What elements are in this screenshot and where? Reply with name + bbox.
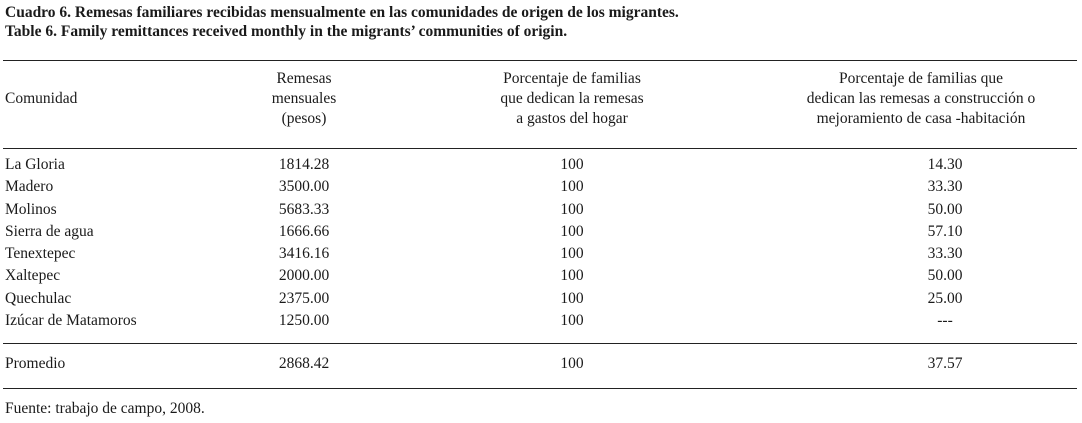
header-community: Comunidad bbox=[5, 90, 78, 107]
average-rule bbox=[3, 343, 1077, 344]
cell-household: 100 bbox=[560, 289, 584, 307]
cell-household: 100 bbox=[560, 222, 584, 240]
table-row bbox=[0, 200, 1082, 222]
cell-remittances: 2375.00 bbox=[278, 289, 330, 307]
cell-housing: 50.00 bbox=[927, 267, 963, 285]
header-remittances-line-3: (pesos) bbox=[281, 110, 327, 127]
table-row bbox=[0, 266, 1082, 288]
header-housing-line-3: mejoramiento de casa -habitación bbox=[816, 110, 1026, 127]
cell-community: La Gloria bbox=[5, 156, 65, 173]
header-household bbox=[462, 69, 682, 129]
cell-remittances: 1814.28 bbox=[278, 156, 330, 173]
cell-housing: 33.30 bbox=[927, 245, 963, 263]
average-household: 100 bbox=[560, 355, 584, 372]
table-title-english: Table 6. Family remittances received monthly in the migrants’ communities of origin. bbox=[5, 23, 568, 40]
cell-housing: --- bbox=[937, 312, 953, 330]
cell-household: 100 bbox=[560, 312, 584, 330]
cell-housing: 14.30 bbox=[927, 156, 963, 173]
cell-remittances: 3500.00 bbox=[278, 178, 330, 196]
average-housing: 37.57 bbox=[927, 355, 963, 372]
header-rule bbox=[3, 148, 1077, 149]
cell-housing: 57.10 bbox=[927, 222, 963, 240]
table-row bbox=[0, 177, 1082, 199]
cell-community: Izúcar de Matamoros bbox=[5, 312, 137, 330]
header-household-line-1: Porcentaje de familias bbox=[503, 70, 641, 87]
cell-remittances: 3416.16 bbox=[278, 245, 330, 263]
table-row bbox=[0, 289, 1082, 311]
cell-household: 100 bbox=[560, 267, 584, 285]
cell-housing: 33.30 bbox=[927, 178, 963, 196]
table-body bbox=[0, 155, 1082, 333]
cell-remittances: 1666.66 bbox=[278, 222, 330, 240]
cell-housing: 50.00 bbox=[927, 200, 963, 218]
average-remittances: 2868.42 bbox=[278, 355, 330, 372]
cell-community: Madero bbox=[5, 178, 54, 196]
cell-remittances: 1250.00 bbox=[278, 312, 330, 330]
average-row bbox=[0, 354, 1082, 376]
cell-community: Tenextepec bbox=[5, 245, 76, 263]
cell-remittances: 5683.33 bbox=[278, 200, 330, 218]
table-row bbox=[0, 244, 1082, 266]
cell-community: Molinos bbox=[5, 200, 57, 218]
header-housing-line-2: dedican las remesas a construcción o bbox=[806, 90, 1036, 107]
cell-remittances: 2000.00 bbox=[278, 267, 330, 285]
header-remittances bbox=[236, 69, 372, 129]
cell-housing: 25.00 bbox=[927, 289, 963, 307]
table-row bbox=[0, 311, 1082, 333]
cell-household: 100 bbox=[560, 200, 584, 218]
header-household-line-2: que dedican la remesas bbox=[500, 90, 644, 107]
cell-household: 100 bbox=[560, 156, 584, 173]
cell-community: Xaltepec bbox=[5, 267, 61, 285]
bottom-rule bbox=[3, 388, 1077, 389]
header-housing bbox=[765, 69, 1077, 129]
table-row bbox=[0, 222, 1082, 244]
header-household-line-3: a gastos del hogar bbox=[516, 110, 628, 127]
average-label: Promedio bbox=[5, 355, 66, 372]
source-note: Fuente: trabajo de campo, 2008. bbox=[5, 400, 205, 417]
cell-community: Quechulac bbox=[5, 289, 72, 307]
top-rule bbox=[3, 60, 1077, 61]
header-remittances-line-1: Remesas bbox=[276, 70, 332, 87]
table-row bbox=[0, 155, 1082, 177]
cell-community: Sierra de agua bbox=[5, 222, 94, 240]
cell-household: 100 bbox=[560, 245, 584, 263]
header-remittances-line-2: mensuales bbox=[271, 90, 337, 107]
header-housing-line-1: Porcentaje de familias que bbox=[839, 70, 1003, 87]
cell-household: 100 bbox=[560, 178, 584, 196]
table-title-spanish: Cuadro 6. Remesas familiares recibidas mensualmente en las comunidades de origen de los migrantes. bbox=[5, 4, 679, 21]
